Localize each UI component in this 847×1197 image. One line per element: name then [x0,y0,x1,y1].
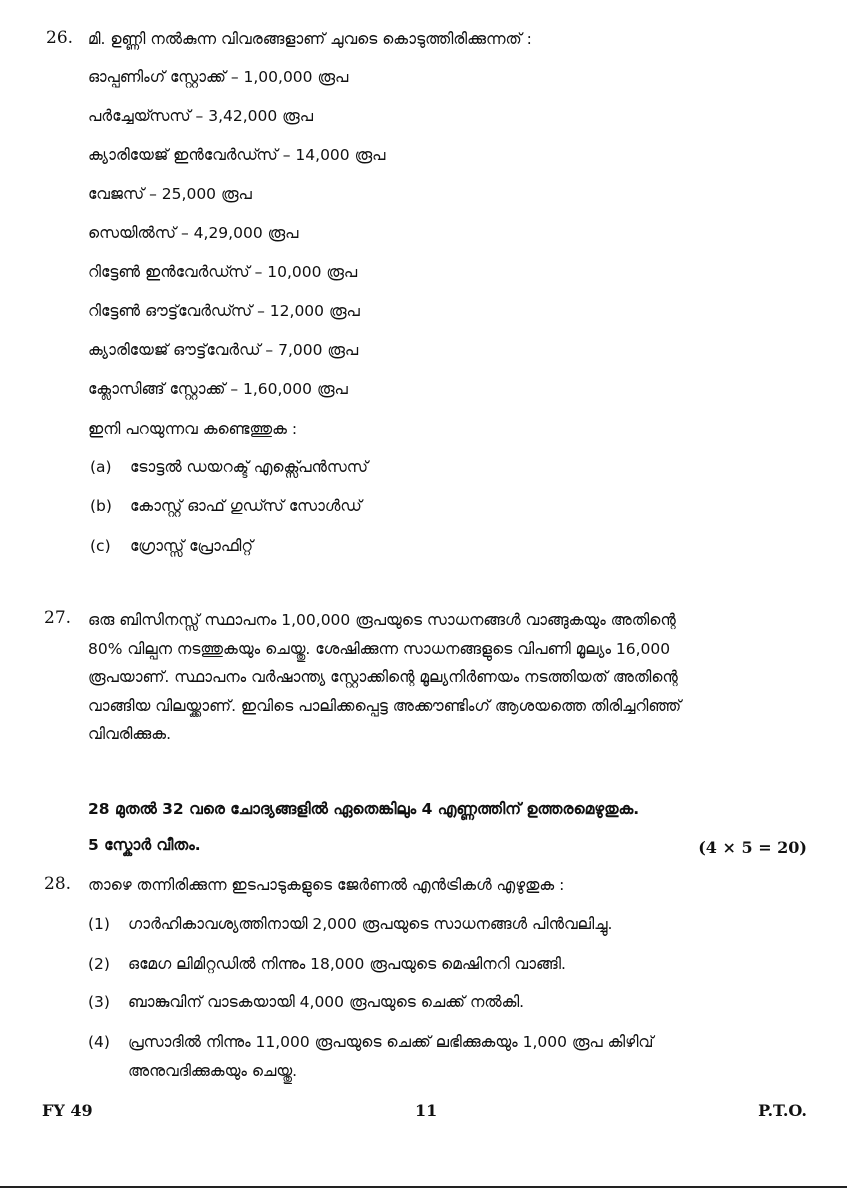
q26-item: ക്യാരിയേജ് ഇൻവേർഡ്സ് – 14,000 രൂപ [88,146,386,164]
q26-option [90,497,362,516]
item-text: ഗാർഹികാവശ്യത്തിനായി 2,000 രൂപയുടെ സാധനങ്ങൾ പിൻവലിച്ചു. [128,915,613,933]
q26-item: റിട്ടേൺ ഇൻവേർഡ്സ് – 10,000 രൂപ [88,263,358,281]
pto-label: P.T.O. [758,1101,807,1120]
item-label: (3) [88,993,110,1011]
q28-item-continuation: അനുവദിക്കുകയും ചെയ്തു. [128,1062,298,1080]
q28-item [88,915,612,934]
q27-line: രൂപയാണ്. സ്ഥാപനം വർഷാന്ത്യ സ്റ്റോക്കിന്റെ മൂല്യനിർണയം നടത്തിയത് അതിന്റെ [88,668,678,686]
section-instruction: 28 മുതൽ 32 വരെ ചോദ്യങ്ങളിൽ ഏതെങ്കിലും 4 എണ്ണത്തിന് ഉത്തരമെഴുതുക. [88,800,640,818]
q26-option [90,537,253,556]
q26-item: സെയിൽസ് – 4,29,000 രൂപ [88,224,299,242]
q28-intro: താഴെ തന്നിരിക്കുന്ന ഇടപാടുകളുടെ ജേർണൽ എൻട്രികൾ എഴുതുക : [88,876,565,894]
page-number: 11 [415,1101,438,1120]
q26-item: പർച്ചേയ്സസ് – 3,42,000 രൂപ [88,107,313,125]
item-label: (1) [88,915,110,933]
q26-item: ക്യാരിയേജ് ഔട്ട്‌വേർഡ് – 7,000 രൂപ [88,341,359,359]
q26-item: ഓപ്പണിംഗ് സ്റ്റോക്ക് – 1,00,000 രൂപ [88,68,349,86]
q26-item: വേജസ് – 25,000 രൂപ [88,185,252,203]
q27-line: വാങ്ങിയ വിലയ്ക്കാണ്. ഇവിടെ പാലിക്കപ്പെട്ട അക്കൗണ്ടിംഗ് ആശയത്തെ തിരിച്ചറിഞ്ഞ് [88,696,682,715]
option-label: (c) [90,537,111,555]
q27-line: വിവരിക്കുക. [88,725,172,743]
bottom-rule [0,1186,847,1188]
q26-option [90,458,368,477]
q26-item: റിട്ടേൺ ഔട്ട്‌വേർഡ്സ് – 12,000 രൂപ [88,302,360,320]
section-score: 5 സ്കോർ വീതം. [88,836,201,854]
paper-code: FY 49 [42,1101,93,1120]
item-label: (4) [88,1033,110,1051]
q26-item: ക്ലോസിങ്ങ് സ്റ്റോക്ക് – 1,60,000 രൂപ [88,380,348,398]
option-text: ഗ്രോസ്സ് പ്രോഫിറ്റ് [130,537,254,555]
q27-paragraph [88,606,778,749]
item-label: (2) [88,955,110,973]
q26-find: ഇനി പറയുന്നവ കണ്ടെത്തുക : [88,420,298,438]
item-text: പ്രസാദിൽ നിന്നും 11,000 രൂപയുടെ ചെക്ക് ലഭിക്കുകയും 1,000 രൂപ കിഴിവ് [128,1033,654,1051]
q28-number: 28. [44,874,72,894]
option-label: (b) [90,497,112,515]
q27-number: 27. [44,608,72,628]
q26-number: 26. [46,28,74,48]
option-text: ടോട്ടൽ ഡയറക്ട് എക്സ്പെൻസസ് [130,458,369,476]
q26-intro: മി. ഉണ്ണി നൽകുന്ന വിവരങ്ങളാണ് ചുവടെ കൊടുത്തിരിക്കുന്നത് : [88,30,532,48]
q27-line: 80% വില്പന നടത്തുകയും ചെയ്തു. ശേഷിക്കുന്ന സാധനങ്ങളുടെ വിപണി മൂല്യം 16,000 [88,639,671,658]
q28-item [88,1033,653,1052]
item-text: ഒമേഗ ലിമിറ്റഡിൽ നിന്നും 18,000 രൂപയുടെ മെഷിനറി വാങ്ങി. [128,955,566,973]
q28-item [88,993,524,1012]
q28-item [88,955,566,974]
option-text: കോസ്റ്റ് ഓഫ് ഗുഡ്സ് സോൾഡ് [130,497,362,515]
option-label: (a) [90,458,112,476]
section-marks: (4 × 5 = 20) [698,838,807,857]
q27-line: ഒരു ബിസിനസ്സ് സ്ഥാപനം 1,00,000 രൂപയുടെ സാധനങ്ങൾ വാങ്ങുകയും അതിന്റെ [88,611,676,629]
item-text: ബാങ്കുവിന് വാടകയായി 4,000 രൂപയുടെ ചെക്ക് നൽകി. [128,993,525,1011]
